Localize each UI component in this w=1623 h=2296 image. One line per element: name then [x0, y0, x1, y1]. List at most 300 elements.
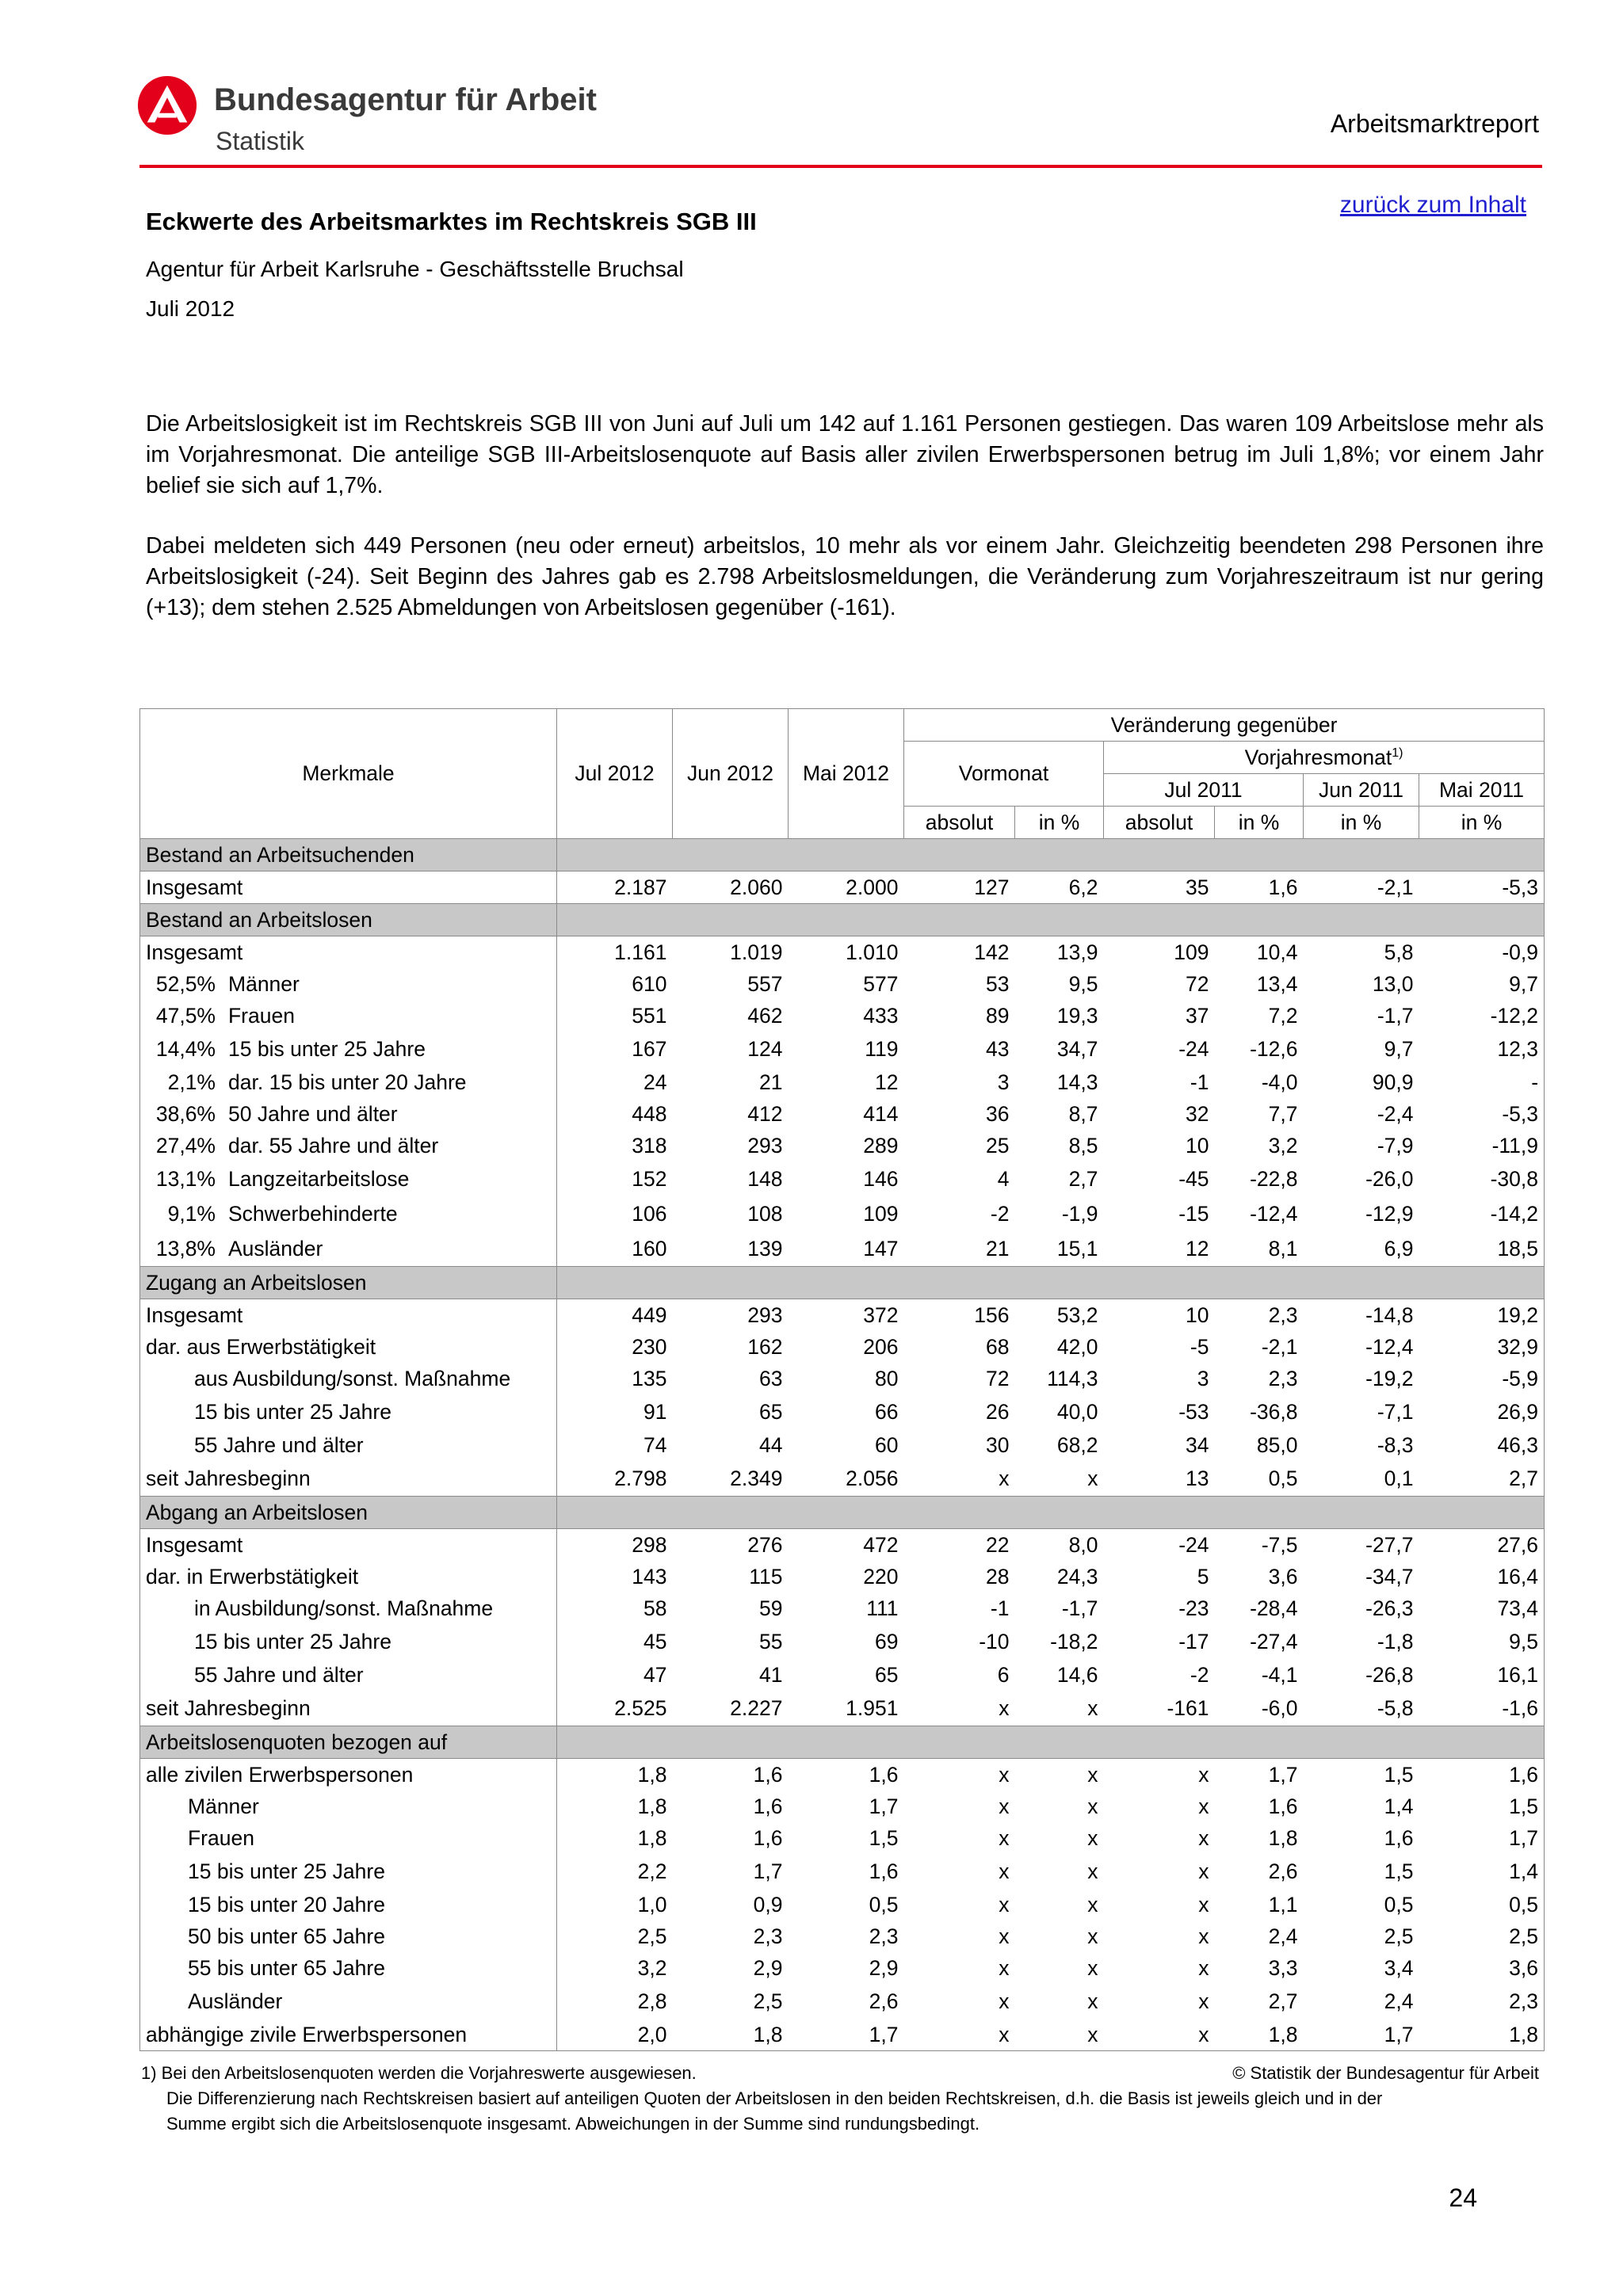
table-cell: 3,4 — [1384, 1955, 1414, 1980]
row-label-text: seit Jahresbeginn — [146, 1466, 311, 1490]
table-cell: -24 — [1178, 1532, 1209, 1557]
table-cell: 2,5 — [637, 1924, 667, 1948]
table-row — [140, 1822, 1545, 1854]
table-cell: x — [1087, 1924, 1098, 1948]
table-cell: x — [1087, 1955, 1098, 1980]
table-cell: 26,9 — [1419, 1394, 1545, 1429]
section-fill — [557, 1497, 1545, 1529]
table-cell: -5,3 — [1419, 871, 1545, 904]
table-cell: 13,0 — [1372, 971, 1414, 996]
table-cell: -34,7 — [1365, 1564, 1414, 1589]
table-cell: 44 — [759, 1432, 783, 1457]
table-cell: 0,1 — [1384, 1466, 1414, 1490]
table-cell: 1.161 — [614, 940, 667, 964]
table-cell: 65 — [759, 1399, 783, 1424]
table-cell: 10 — [1186, 1133, 1209, 1158]
ba-logo-icon — [136, 74, 198, 136]
table-cell: 5,8 — [1384, 940, 1414, 964]
table-cell: 1.951 — [846, 1695, 899, 1720]
table-cell: 73,4 — [1419, 1592, 1545, 1624]
table-cell: -2 — [1190, 1662, 1209, 1687]
page-number: 24 — [1449, 2183, 1477, 2212]
table-cell: 1,6 — [869, 1762, 899, 1787]
table-cell: 1,0 — [637, 1892, 667, 1917]
report-title: Arbeitsmarktreport — [1330, 109, 1539, 138]
table-cell: 26 — [986, 1399, 1010, 1424]
row-label — [140, 1691, 557, 1726]
table-cell: 3,6 — [1268, 1564, 1298, 1589]
table-cell: 1,8 — [673, 2019, 789, 2051]
table-row — [140, 1592, 1545, 1624]
table-cell: 36 — [986, 1101, 1010, 1126]
header-vorjahr-absolut: absolut — [1104, 807, 1215, 839]
table-cell: 2,0 — [557, 2019, 673, 2051]
header-jul-2012: Jul 2012 — [557, 709, 673, 839]
header-vorjahresmonat: Vorjahresmonat$^{1)}$ — [1104, 742, 1545, 774]
share-percent: 27,4% — [155, 1133, 216, 1158]
table-cell: x — [1087, 1762, 1098, 1787]
table-cell: x — [999, 1989, 1010, 2013]
table-cell: x — [1087, 1466, 1098, 1490]
table-cell: 1,5 — [1384, 1859, 1414, 1883]
table-cell: 3 — [1197, 1366, 1209, 1390]
share-percent: 38,6% — [155, 1101, 216, 1126]
table-cell: 2.060 — [730, 875, 783, 899]
share-percent: 47,5% — [155, 1003, 216, 1028]
table-cell: 2.798 — [614, 1466, 667, 1490]
table-cell: 372 — [863, 1302, 899, 1327]
table-row — [140, 1161, 1545, 1196]
table-cell: -19,2 — [1365, 1366, 1414, 1390]
table-cell: -12,4 — [1250, 1201, 1298, 1226]
table-cell: 3,2 — [637, 1955, 667, 1980]
table-cell: -1,7 — [1377, 1003, 1414, 1028]
row-label-text: Ausländer — [188, 1989, 283, 2013]
table-cell: x — [999, 1695, 1010, 1720]
table-cell: -1,9 — [1061, 1201, 1098, 1226]
table-cell: 1,6 — [753, 1762, 783, 1787]
table-cell: 35 — [1186, 875, 1209, 899]
table-row — [140, 1920, 1545, 1952]
table-cell: -27,7 — [1365, 1532, 1414, 1557]
table-cell: 1,8 — [637, 1794, 667, 1818]
table-cell: 1,7 — [1304, 2019, 1419, 2051]
row-label-text: 55 bis unter 65 Jahre — [188, 1955, 385, 1980]
table-cell: 60 — [875, 1432, 899, 1457]
table-cell: 9,5 — [1419, 1624, 1545, 1659]
table-cell: 206 — [863, 1334, 899, 1359]
table-cell: 2,3 — [1268, 1302, 1298, 1327]
table-cell: -53 — [1178, 1399, 1209, 1424]
table-cell: -5,3 — [1419, 1098, 1545, 1130]
table-cell: 2,7 — [1268, 1989, 1298, 2013]
row-label-text: 55 Jahre und älter — [194, 1662, 364, 1687]
row-label — [140, 1196, 557, 1231]
row-label — [140, 1299, 557, 1332]
table-cell: -27,4 — [1250, 1629, 1298, 1653]
table-cell: 0,5 — [869, 1892, 899, 1917]
table-row — [140, 968, 1545, 1000]
brand-name: Bundesagentur für Arbeit — [214, 82, 597, 117]
table-cell: 160 — [632, 1236, 667, 1261]
row-label-text: dar. 55 Jahre und älter — [228, 1133, 439, 1158]
table-cell: 12,3 — [1419, 1032, 1545, 1066]
table-cell: x — [1104, 2019, 1215, 2051]
table-cell: -12,9 — [1365, 1201, 1414, 1226]
table-cell: 69 — [875, 1629, 899, 1653]
table-cell: 80 — [875, 1366, 899, 1390]
table-cell: 412 — [747, 1101, 783, 1126]
table-cell: -12,4 — [1365, 1334, 1414, 1359]
table-cell: 2.349 — [730, 1466, 783, 1490]
table-cell: 162 — [747, 1334, 783, 1359]
table-cell: 115 — [749, 1564, 783, 1589]
table-row — [140, 1984, 1545, 2019]
row-label-text: Männer — [188, 1794, 259, 1818]
section-title: Arbeitslosenquoten bezogen auf — [140, 1726, 557, 1759]
row-label-text: dar. aus Erwerbstätigkeit — [146, 1334, 376, 1359]
table-cell: 28 — [986, 1564, 1010, 1589]
table-cell: 0,9 — [753, 1892, 783, 1917]
table-cell: 32,9 — [1419, 1331, 1545, 1363]
table-cell: 109 — [1174, 940, 1209, 964]
summary-paragraph-2: Dabei meldeten sich 449 Personen (neu oder erneut) arbeitslos, 10 mehr als vor einem Jahr. Gleichzeitig beendeten 298 Personen ihre Arbeitslosigkeit (-24). Seit Beginn des Jahres gab es 2.798 Arbeitslosmeldungen, die Veränderung zum Vorjahreszeitraum ist nur gering (+13); dem stehen 2.525 Abmeldungen von Arbeitslosen gegenüber (-161). — [146, 533, 1544, 620]
table-cell: 7,2 — [1268, 1003, 1298, 1028]
footnote-marker: 1) — [1392, 746, 1403, 760]
table-cell: -23 — [1178, 1596, 1209, 1620]
row-label-text: 50 bis unter 65 Jahre — [188, 1924, 385, 1948]
row-label-text: Insgesamt — [146, 875, 243, 899]
footnote-1: 1) Bei den Arbeitslosenquoten werden die Vorjahreswerte ausgewiesen. — [141, 2063, 697, 2083]
table-row — [140, 1196, 1545, 1231]
table-cell: 2,6 — [869, 1989, 899, 2013]
row-label — [140, 1889, 557, 1920]
table-cell: 220 — [863, 1564, 899, 1589]
table-row — [140, 1130, 1545, 1161]
table-cell: 2,7 — [1419, 1461, 1545, 1497]
table-row — [140, 871, 1545, 904]
table-row — [140, 1429, 1545, 1461]
row-label — [140, 1791, 557, 1822]
table-cell: x — [999, 1794, 1010, 1818]
row-label-text: Schwerbehinderte — [228, 1201, 398, 1226]
table-cell: -1 — [990, 1596, 1010, 1620]
share-percent: 13,8% — [155, 1236, 216, 1261]
header-jun-2012: Jun 2012 — [673, 709, 789, 839]
table-cell: 8,1 — [1268, 1236, 1298, 1261]
row-label-text: 15 bis unter 25 Jahre — [228, 1036, 426, 1061]
table-cell: 1,7 — [789, 2019, 904, 2051]
table-cell: 9,5 — [1068, 971, 1098, 996]
table-cell: 3 — [997, 1070, 1010, 1094]
table-cell: 2,3 — [869, 1924, 899, 1948]
table-cell: 1,6 — [1419, 1759, 1545, 1791]
table-cell: -45 — [1178, 1166, 1209, 1191]
table-cell: 2.525 — [614, 1695, 667, 1720]
row-label-text: Langzeitarbeitslose — [228, 1166, 410, 1191]
table-cell: x — [999, 1825, 1010, 1850]
table-cell: -2 — [990, 1201, 1010, 1226]
table-cell: 19,3 — [1056, 1003, 1098, 1028]
row-label — [140, 1066, 557, 1098]
table-cell: 289 — [863, 1133, 899, 1158]
table-cell: 1,8 — [1268, 1825, 1298, 1850]
table-cell: -17 — [1178, 1629, 1209, 1653]
table-cell: 167 — [632, 1036, 667, 1061]
table-cell: 2,3 — [753, 1924, 783, 1948]
copyright-note: © Statistik der Bundesagentur für Arbeit — [1232, 2063, 1539, 2083]
table-cell: 124 — [747, 1036, 783, 1061]
table-cell: 30 — [986, 1432, 1010, 1457]
table-cell: -7,1 — [1377, 1399, 1414, 1424]
header-mai-2012: Mai 2012 — [789, 709, 904, 839]
table-cell: 15,1 — [1056, 1236, 1098, 1261]
table-cell: 63 — [759, 1366, 783, 1390]
table-cell: 1,6 — [1268, 1794, 1298, 1818]
table-cell: 72 — [1186, 971, 1209, 996]
row-label — [140, 1561, 557, 1592]
table-cell: 9,7 — [1384, 1036, 1414, 1061]
row-label-text: Männer — [228, 971, 300, 996]
table-cell: -22,8 — [1250, 1166, 1298, 1191]
table-cell: -26,8 — [1365, 1662, 1414, 1687]
table-cell: 2,3 — [1419, 1984, 1545, 2019]
table-cell: -14,2 — [1419, 1196, 1545, 1231]
table-cell: 1,5 — [1419, 1791, 1545, 1822]
table-cell: 91 — [643, 1399, 667, 1424]
row-label — [140, 1624, 557, 1659]
table-cell: 14,6 — [1056, 1662, 1098, 1687]
table-cell: 1,8 — [1215, 2019, 1304, 2051]
table-cell: 8,7 — [1068, 1101, 1098, 1126]
table-cell: 41 — [759, 1662, 783, 1687]
table-row — [140, 1098, 1545, 1130]
header-merkmale: Merkmale — [140, 709, 557, 839]
row-label — [140, 1363, 557, 1394]
table-cell: 156 — [974, 1302, 1010, 1327]
row-label — [140, 1394, 557, 1429]
table-cell: 2.187 — [614, 875, 667, 899]
table-row — [140, 1759, 1545, 1791]
row-label — [140, 871, 557, 904]
table-cell: 1,8 — [637, 1825, 667, 1850]
table-cell: 414 — [863, 1101, 899, 1126]
row-label — [140, 1032, 557, 1066]
table-cell: 1,7 — [1419, 1822, 1545, 1854]
header-vorjahr-pct: in % — [1215, 807, 1304, 839]
table-cell: 10,4 — [1256, 940, 1298, 964]
header-vormonat-absolut: absolut — [904, 807, 1015, 839]
table-row — [140, 1066, 1545, 1098]
table-cell: 230 — [632, 1334, 667, 1359]
header-mai-2011-pct: in % — [1419, 807, 1545, 839]
table-cell: 13 — [1186, 1466, 1209, 1490]
table-cell: 89 — [986, 1003, 1010, 1028]
table-cell: -5,9 — [1419, 1363, 1545, 1394]
table-row — [140, 1624, 1545, 1659]
labor-market-table — [139, 708, 1545, 2051]
table-cell: 448 — [632, 1101, 667, 1126]
table-cell: x — [1015, 2019, 1104, 2051]
table-cell: 293 — [747, 1133, 783, 1158]
row-label-text: abhängige zivile Erwerbspersonen — [146, 2022, 468, 2046]
table-cell: 68,2 — [1056, 1432, 1098, 1457]
table-cell: x — [999, 1924, 1010, 1948]
share-percent: 52,5% — [155, 971, 216, 996]
table-cell: 59 — [759, 1596, 783, 1620]
table-cell: 148 — [747, 1166, 783, 1191]
row-label-text: seit Jahresbeginn — [146, 1695, 311, 1720]
table-cell: 2,8 — [637, 1989, 667, 2013]
table-row — [140, 1529, 1545, 1562]
table-cell: x — [999, 1892, 1010, 1917]
report-period: Juli 2012 — [146, 296, 235, 321]
table-cell: 37 — [1186, 1003, 1209, 1028]
row-label-text: dar. in Erwerbstätigkeit — [146, 1564, 359, 1589]
page-title: Eckwerte des Arbeitsmarktes im Rechtskreis SGB III — [146, 208, 757, 235]
row-label-text: Insgesamt — [146, 1532, 243, 1557]
table-cell: -161 — [1167, 1695, 1209, 1720]
table-row — [140, 1363, 1545, 1394]
row-label-text: 50 Jahre und älter — [228, 1101, 398, 1126]
header-divider — [139, 165, 1542, 168]
table-cell: 27,6 — [1419, 1529, 1545, 1562]
table-cell: 1.010 — [846, 940, 899, 964]
row-label — [140, 1161, 557, 1196]
table-cell: 293 — [747, 1302, 783, 1327]
table-cell: 1,7 — [1268, 1762, 1298, 1787]
section-header-row — [140, 1267, 1545, 1299]
table-cell: x — [1198, 1989, 1209, 2013]
row-label — [140, 1822, 557, 1854]
table-row — [140, 1032, 1545, 1066]
table-cell: -2,1 — [1377, 875, 1414, 899]
table-cell: 109 — [863, 1201, 899, 1226]
table-cell: -14,8 — [1365, 1302, 1414, 1327]
header-mai-2011: Mai 2011 — [1419, 774, 1545, 807]
table-cell: -2,4 — [1377, 1101, 1414, 1126]
table-cell: 65 — [875, 1662, 899, 1687]
table-cell: -0,9 — [1419, 936, 1545, 969]
table-cell: 24 — [643, 1070, 667, 1094]
header-jun-2011: Jun 2011 — [1304, 774, 1419, 807]
section-title: Zugang an Arbeitslosen — [140, 1267, 557, 1299]
table-cell: 449 — [632, 1302, 667, 1327]
table-cell: 1,6 — [753, 1825, 783, 1850]
table-cell: 146 — [863, 1166, 899, 1191]
table-cell: 1,4 — [1419, 1854, 1545, 1889]
table-cell: 6,9 — [1384, 1236, 1414, 1261]
table-cell: -5,8 — [1377, 1695, 1414, 1720]
table-cell: 2.227 — [730, 1695, 783, 1720]
table-cell: 10 — [1186, 1302, 1209, 1327]
table-cell: x — [904, 2019, 1015, 2051]
table-cell: 1,8 — [1419, 2019, 1545, 2051]
table-cell: 152 — [632, 1166, 667, 1191]
brand-subtitle: Statistik — [216, 127, 305, 155]
table-row — [140, 1889, 1545, 1920]
row-label — [140, 1854, 557, 1889]
section-header-row — [140, 1497, 1545, 1529]
row-label-text: dar. 15 bis unter 20 Jahre — [228, 1070, 467, 1094]
table-cell: 2,7 — [1068, 1166, 1098, 1191]
table-cell: -15 — [1178, 1201, 1209, 1226]
table-row — [140, 936, 1545, 969]
table-cell: 21 — [986, 1236, 1010, 1261]
table-cell: 1,5 — [869, 1825, 899, 1850]
row-label-text: alle zivilen Erwerbspersonen — [146, 1762, 414, 1787]
share-percent: 2,1% — [167, 1070, 216, 1094]
row-label — [140, 1759, 557, 1791]
row-label — [140, 1659, 557, 1691]
table-cell: x — [999, 1955, 1010, 1980]
table-cell: 610 — [632, 971, 667, 996]
row-label — [140, 1231, 557, 1267]
row-label-text: 15 bis unter 25 Jahre — [188, 1859, 385, 1883]
table-cell: -6,0 — [1261, 1695, 1298, 1720]
row-label — [140, 1529, 557, 1562]
share-percent: 9,1% — [167, 1201, 216, 1226]
row-label-text: Frauen — [188, 1825, 254, 1850]
table-cell: x — [1198, 1859, 1209, 1883]
table-cell: 4 — [997, 1166, 1010, 1191]
table-row — [140, 1854, 1545, 1889]
section-header-row — [140, 904, 1545, 936]
table-cell: 318 — [632, 1133, 667, 1158]
table-cell: -1,8 — [1377, 1629, 1414, 1653]
section-title: Bestand an Arbeitslosen — [140, 904, 557, 936]
row-label — [140, 1984, 557, 2019]
table-cell: 16,1 — [1419, 1659, 1545, 1691]
table-cell: 2,9 — [869, 1955, 899, 1980]
table-cell: 2,5 — [1384, 1924, 1414, 1948]
table-cell: x — [999, 1466, 1010, 1490]
row-label-text: 55 Jahre und älter — [194, 1432, 364, 1457]
table-cell: x — [1087, 1989, 1098, 2013]
table-cell: 32 — [1186, 1101, 1209, 1126]
table-cell: 7,7 — [1268, 1101, 1298, 1126]
table-cell: - — [1419, 1066, 1545, 1098]
table-row — [140, 1952, 1545, 1984]
table-cell: -7,5 — [1261, 1532, 1298, 1557]
table-cell: 2,9 — [753, 1955, 783, 1980]
table-cell: 1,6 — [1384, 1825, 1414, 1850]
table-cell: 2.056 — [846, 1466, 899, 1490]
table-cell: 2.000 — [846, 875, 899, 899]
table-cell: 34 — [1186, 1432, 1209, 1457]
table-cell: 1,7 — [753, 1859, 783, 1883]
table-cell: x — [1087, 1892, 1098, 1917]
table-cell: 1,6 — [753, 1794, 783, 1818]
back-to-contents-link[interactable]: zurück zum Inhalt — [1339, 192, 1526, 218]
row-label — [140, 936, 557, 969]
table-cell: 3,6 — [1419, 1952, 1545, 1984]
table-cell: 577 — [863, 971, 899, 996]
table-row — [140, 1561, 1545, 1592]
table-cell: 111 — [866, 1596, 899, 1620]
table-cell: 45 — [643, 1629, 667, 1653]
table-cell: 53 — [986, 971, 1010, 996]
table-cell: 1,1 — [1268, 1892, 1298, 1917]
table-cell: 135 — [632, 1366, 667, 1390]
table-cell: -36,8 — [1250, 1399, 1298, 1424]
table-cell: -7,9 — [1377, 1133, 1414, 1158]
table-cell: 53,2 — [1056, 1302, 1098, 1327]
table-cell: -2,1 — [1261, 1334, 1298, 1359]
table-cell: 55 — [759, 1629, 783, 1653]
table-cell: 0,5 — [1268, 1466, 1298, 1490]
table-row — [140, 1394, 1545, 1429]
